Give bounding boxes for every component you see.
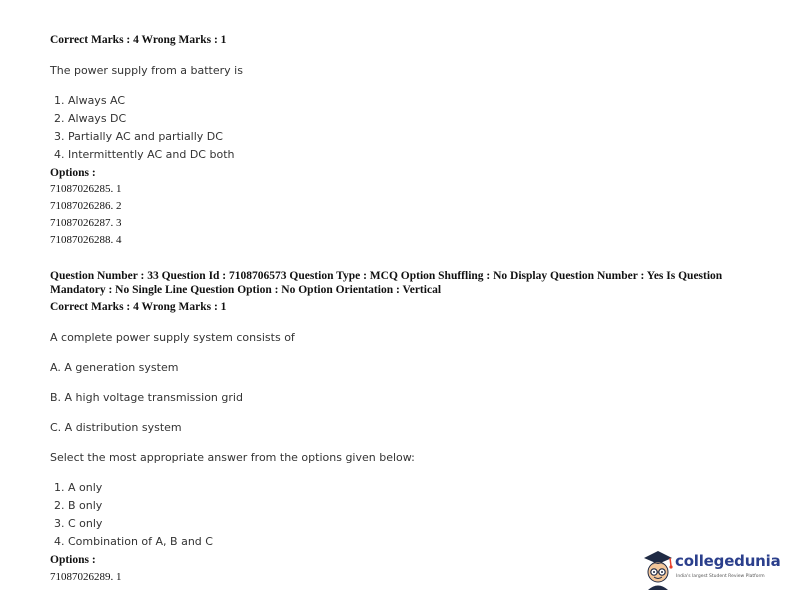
q1-option-4: 71087026288. 4	[50, 234, 122, 246]
q2-question: A complete power supply system consists of	[50, 331, 295, 344]
q1-choice-2: 2. Always DC	[54, 112, 127, 125]
logo-tagline: India's largest Student Review Platform	[676, 574, 765, 579]
q2-choice-3: 3. C only	[54, 517, 103, 530]
q1-marks: Correct Marks : 4 Wrong Marks : 1	[50, 34, 227, 46]
q2-choice-4: 4. Combination of A, B and C	[54, 535, 213, 548]
graduate-mascot-icon	[640, 548, 676, 592]
q1-options-label: Options :	[50, 167, 96, 179]
q2-choice-2: 2. B only	[54, 499, 103, 512]
logo-wordmark: collegedunia	[675, 552, 781, 570]
q2-choice-1: 1. A only	[54, 481, 103, 494]
q2-option-1: 71087026289. 1	[50, 571, 122, 583]
q1-choice-3: 3. Partially AC and partially DC	[54, 130, 223, 143]
q1-option-3: 71087026287. 3	[50, 217, 122, 229]
q2-header: Question Number : 33 Question Id : 7108706573 Question Type : MCQ Option Shuffling : No Display Question Number : Yes Is Question Mandatory : No Single Line Question Option : No Option Orientation : Vertical	[50, 270, 723, 296]
q1-question: The power supply from a battery is	[50, 64, 243, 77]
q1-choice-1: 1. Always AC	[54, 94, 126, 107]
q2-instruction: Select the most appropriate answer from the options given below:	[50, 451, 415, 464]
q2-options-label: Options :	[50, 554, 96, 566]
collegedunia-logo	[640, 548, 780, 592]
q2-marks: Correct Marks : 4 Wrong Marks : 1	[50, 301, 227, 313]
q1-option-1: 71087026285. 1	[50, 183, 122, 195]
q2-statement-c: C. A distribution system	[50, 421, 182, 434]
q1-option-2: 71087026286. 2	[50, 200, 122, 212]
q2-statement-b: B. A high voltage transmission grid	[50, 391, 243, 404]
q1-choice-4: 4. Intermittently AC and DC both	[54, 148, 235, 161]
q2-statement-a: A. A generation system	[50, 361, 179, 374]
